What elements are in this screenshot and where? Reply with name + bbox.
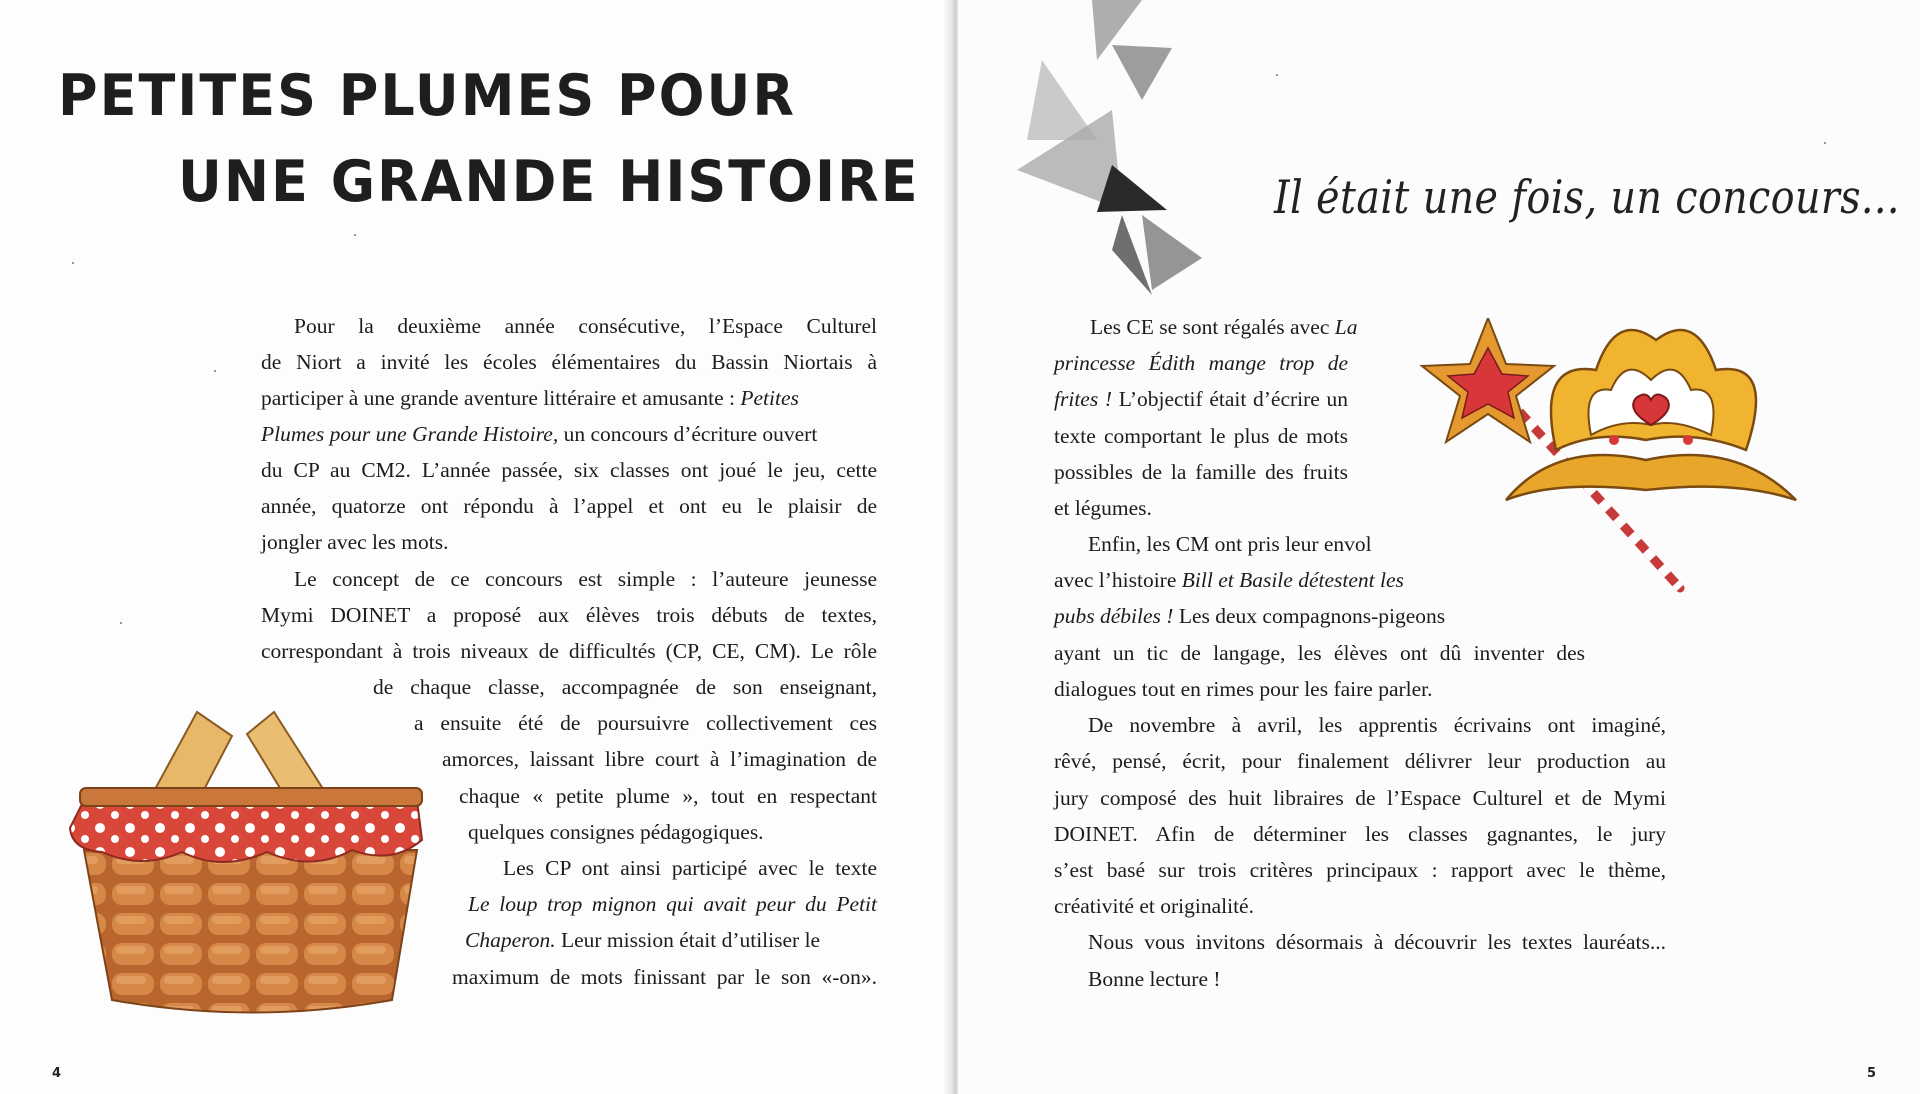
text-line: chaque « petite plume », tout en respectant bbox=[459, 784, 877, 808]
text-line: Le loup trop mignon qui avait peur du Petit bbox=[468, 892, 877, 916]
page-title-line-1: PETITES PLUMES POUR bbox=[58, 62, 796, 129]
text-line: dialogues tout en rimes pour les faire parler. bbox=[1054, 677, 1433, 701]
text-line: créativité et originalité. bbox=[1054, 894, 1254, 918]
text-line: et légumes. bbox=[1054, 496, 1152, 520]
book-title: Petites bbox=[740, 386, 799, 410]
book-title: La bbox=[1334, 315, 1358, 339]
text-line bbox=[1054, 562, 1426, 598]
text-line: Bonne lecture ! bbox=[1088, 967, 1221, 991]
text-line bbox=[1054, 598, 1445, 634]
text-line: De novembre à avril, les apprentis écrivains ont imaginé, bbox=[1088, 713, 1666, 737]
text-line: Enfin, les CM ont pris leur envol bbox=[1088, 532, 1372, 556]
text-line: texte comportant le plus de mots bbox=[1054, 424, 1348, 448]
text-line: rêvé, pensé, écrit, pour finalement délivrer leur production au bbox=[1054, 749, 1666, 773]
text-span: participer à une grande aventure littéraire et amusante : bbox=[261, 386, 741, 410]
page-title-line-2: UNE GRANDE HISTOIRE bbox=[178, 148, 920, 215]
speck bbox=[1824, 142, 1826, 144]
book-title: Chaperon. bbox=[465, 928, 556, 952]
text-line bbox=[1054, 381, 1348, 417]
text-line: quelques consignes pédagogiques. bbox=[468, 820, 764, 844]
text-line: de Niort a invité les écoles élémentaires du Bassin Niortais à bbox=[261, 350, 877, 374]
text-line: maximum de mots finissant par le son «-on». bbox=[452, 965, 877, 989]
tiara-icon bbox=[1496, 300, 1806, 540]
text-line bbox=[1090, 309, 1358, 345]
text-line bbox=[261, 416, 877, 452]
text-line: amorces, laissant libre court à l’imagination de bbox=[442, 747, 877, 771]
grey-triangles-icon bbox=[1002, 0, 1212, 300]
text-line: correspondant à trois niveaux de difficultés (CP, CE, CM). Le rôle bbox=[261, 639, 877, 663]
text-line: DOINET. Afin de déterminer les classes gagnantes, le jury bbox=[1054, 822, 1666, 846]
text-span: L’objectif était d’écrire un bbox=[1112, 387, 1349, 411]
text-line bbox=[261, 380, 877, 416]
text-line: Les CP ont ainsi participé avec le texte bbox=[503, 856, 877, 880]
text-line: du CP au CM2. L’année passée, six classes ont joué le jeu, cette bbox=[261, 458, 877, 482]
page-number: 5 bbox=[1867, 1066, 1877, 1081]
speck bbox=[354, 234, 356, 236]
left-page bbox=[0, 0, 950, 1094]
book-title: Bill et Basile détestent les bbox=[1181, 568, 1404, 592]
text-line bbox=[465, 922, 877, 958]
book-title: Plumes pour une Grande Histoire, bbox=[261, 422, 559, 446]
text-line: jury composé des huit libraires de l’Espace Culturel et de Mymi bbox=[1054, 786, 1666, 810]
text-line: possibles de la famille des fruits bbox=[1054, 460, 1348, 484]
text-span: un concours d’écriture ouvert bbox=[558, 422, 818, 446]
picnic-basket-icon bbox=[62, 700, 442, 1040]
text-span: Les deux compagnons-pigeons bbox=[1173, 604, 1446, 628]
speck bbox=[1276, 74, 1278, 76]
book-title: frites ! bbox=[1054, 387, 1113, 411]
text-line: ayant un tic de langage, les élèves ont dû inventer des bbox=[1054, 641, 1585, 665]
speck bbox=[72, 262, 74, 264]
text-line: s’est basé sur trois critères principaux : rapport avec le thème, bbox=[1054, 858, 1666, 882]
book-title: pubs débiles ! bbox=[1054, 604, 1174, 628]
right-page bbox=[958, 0, 1920, 1094]
text-line: Nous vous invitons désormais à découvrir les textes lauréats... bbox=[1088, 930, 1666, 954]
text-line: jongler avec les mots. bbox=[261, 530, 449, 554]
text-line: Le concept de ce concours est simple : l’auteure jeunesse bbox=[294, 567, 877, 591]
speck bbox=[214, 370, 216, 372]
text-span: Leur mission était d’utiliser le bbox=[555, 928, 821, 952]
text-line: de chaque classe, accompagnée de son enseignant, bbox=[373, 675, 877, 699]
text-line: a ensuite été de poursuivre collectivement ces bbox=[414, 711, 877, 735]
text-line: princesse Édith mange trop de bbox=[1054, 351, 1348, 375]
text-span: avec l’histoire bbox=[1054, 568, 1182, 592]
page-number: 4 bbox=[52, 1066, 62, 1081]
section-title: Il était une fois, un concours... bbox=[1274, 170, 1900, 224]
text-line: Mymi DOINET a proposé aux élèves trois débuts de textes, bbox=[261, 603, 877, 627]
text-line: Pour la deuxième année consécutive, l’Espace Culturel bbox=[294, 314, 877, 338]
speck bbox=[120, 622, 122, 624]
text-line: année, quatorze ont répondu à l’appel et ont eu le plaisir de bbox=[261, 494, 877, 518]
text-span: Les CE se sont régalés avec bbox=[1090, 315, 1335, 339]
